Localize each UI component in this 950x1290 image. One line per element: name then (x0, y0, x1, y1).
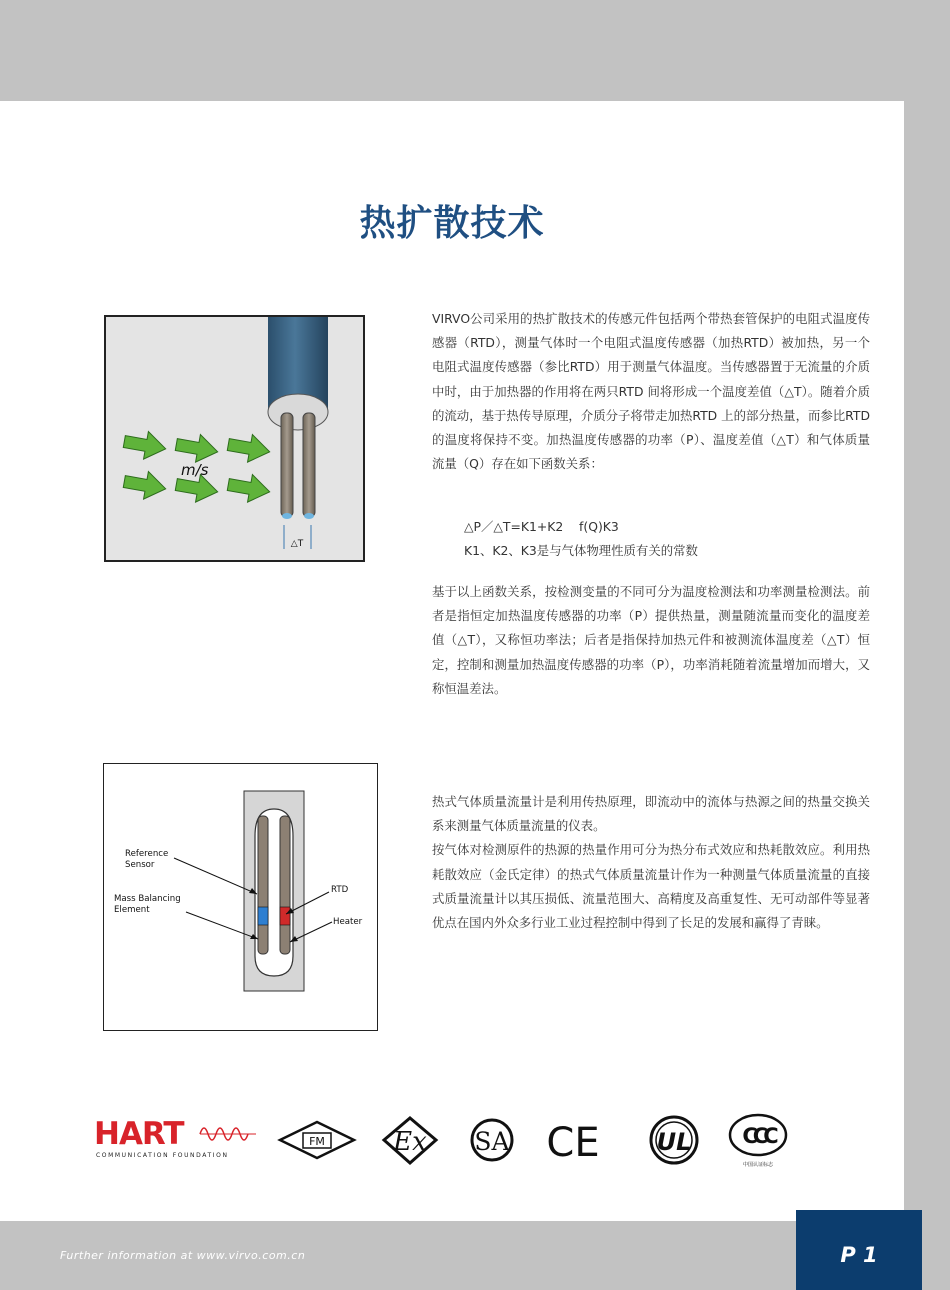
ex-logo-text: Ex (393, 1127, 427, 1157)
heater-rod (280, 816, 290, 954)
reference-sensor-label-1: Reference (125, 849, 169, 859)
formula-block (464, 515, 864, 563)
csa-logo (472, 1120, 512, 1160)
ul-logo (651, 1117, 697, 1163)
hart-logo-subtitle: COMMUNICATION FOUNDATION (96, 1152, 229, 1159)
rtd-label: RTD (331, 885, 349, 895)
right-band (904, 101, 950, 1221)
callout-labels (114, 849, 363, 927)
flow-rate-label: m/s (181, 461, 209, 479)
probe-end (268, 394, 328, 430)
ccc-logo (730, 1115, 786, 1168)
probe-diagram (106, 317, 363, 560)
fm-logo-text: FM (309, 1135, 325, 1148)
sensor-diagram (104, 764, 377, 1030)
ce-logo: CE (546, 1120, 600, 1166)
flow-arrow (122, 428, 168, 463)
hart-logo-text: HART (94, 1116, 184, 1152)
intro-paragraph: VIRVO公司采用的热扩散技术的传感元件包括两个带热套管保护的电阻式温度传感器（RTD），测量气体时一个电阻式温度传感器（加热RTD）被加热，另一个电阻式温度传感器（参比RTD）用于测量气体温度。当传感器置于无流量的介质中时，由于加热器的作用将在两只RTD 间将形成一个温度差值（△T）。随着介质的流动，基于热传导原理，介质分子将带走加热RTD 上的部分热量，而参比RTD 的温度将保持不变。加热温度传感器的功率（P）、温度差值（△T）和气体质量流量（Q）存在如下函数关系： (432, 311, 870, 472)
reference-rod (258, 816, 268, 954)
rod-tip-left (282, 513, 292, 519)
certification-logos (92, 1108, 812, 1172)
description-line-2: 按气体对检测原件的热源的热量作用可分为热分布式效应和热耗散效应。利用热耗散效应（金氏定律）的热式气体质量流量计作为一种测量气体质量流量的直接式质量流量计以其压损低、流量范围大、高精度及高重复性、无可动部件等显著优点在国内外众多行业工业过程控制中得到了长足的发展和赢得了青睐。 (432, 842, 870, 931)
fm-logo (280, 1122, 354, 1158)
method-paragraph: 基于以上函数关系，按检测变量的不同可分为温度检测法和功率测量检测法。前者是指恒定加热温度传感器的功率（P）提供热量，测量随流量而变化的温度差值（△T），又称恒功率法；后者是指保持加热元件和被测流体温度差（△T）恒定，控制和测量加热温度传感器的功率（P），功率消耗随着流量增加而增大，又称恒温差法。 (432, 584, 870, 696)
ex-logo (384, 1118, 436, 1163)
csa-logo-text: SA (474, 1127, 510, 1156)
delta-t-label: △T (290, 539, 304, 549)
footer-website: Further information at www.virvo.com.cn (60, 1249, 306, 1262)
ccc-logo-text: CCC (742, 1124, 774, 1148)
ccc-logo-subtitle: 中国认证标志 (742, 1162, 774, 1168)
description-line-1: 热式气体质量流量计是利用传热原理，即流动中的流体与热源之间的热量交换关系来测量气体质量流量的仪表。 (432, 794, 870, 834)
top-band (0, 0, 950, 101)
formula-note: K1、K2、K3是与气体物理性质有关的常数 (464, 543, 698, 559)
logo-strip (92, 1108, 812, 1172)
sensor-figure (103, 763, 378, 1031)
flow-arrow (122, 468, 168, 503)
description-paragraph (432, 790, 870, 935)
page-title: 热扩散技术 (359, 203, 545, 244)
rtd-rod-left (281, 413, 293, 517)
rod-tip-right (304, 513, 314, 519)
reference-sensor-label-2: Sensor (125, 860, 155, 870)
page-number: P 1 (840, 1243, 878, 1267)
rtd-rod-right (303, 413, 315, 517)
flow-arrow (226, 431, 272, 466)
page-number-box (796, 1210, 922, 1290)
flow-arrow (226, 471, 272, 506)
mass-balancing-label-1: Mass Balancing (114, 894, 181, 904)
ul-logo-text: UL (656, 1128, 692, 1156)
heater-rtd-element (280, 907, 290, 925)
hart-logo (94, 1116, 256, 1159)
mass-balancing-label-2: Element (114, 905, 150, 915)
heater-label: Heater (333, 917, 363, 927)
probe-figure (104, 315, 365, 562)
reference-rtd-element (258, 907, 268, 925)
formula: △P／△T=K1+K2 f(Q)K3 (464, 519, 619, 534)
